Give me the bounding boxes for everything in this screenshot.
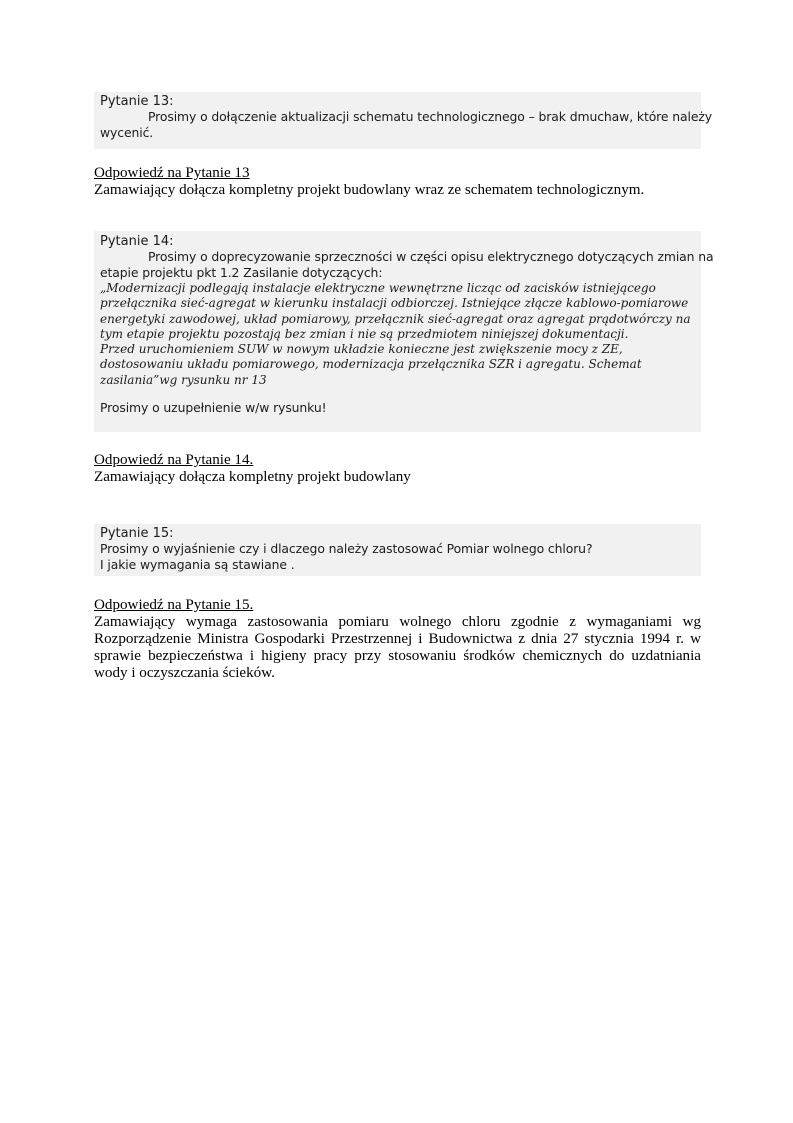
question-14-quote-line-1: „Modernizacji podlegają instalacje elektryczne wewnętrzne licząc od zacisków istniejącego xyxy=(100,281,656,295)
answer-15 xyxy=(94,597,701,682)
question-13-scan xyxy=(94,92,713,149)
question-14-quote-line-7: zasilania”wg rysunku nr 13 xyxy=(100,372,267,387)
question-13-line-1: Prosimy o dołączenie aktualizacji schematu technologicznego – brak dmuchaw, które należy xyxy=(148,109,713,124)
question-14-line-1: Prosimy o doprecyzowanie sprzeczności w części opisu elektrycznego dotyczących zmian na xyxy=(148,249,714,264)
answer-14 xyxy=(94,452,701,486)
question-14-quote-line-6: dostosowaniu układu pomiarowego, modernizacja przełącznika SZR i agregatu. Schemat xyxy=(100,357,642,372)
question-15-line-2: I jakie wymagania są stawiane . xyxy=(100,557,295,572)
question-13-line-2: wycenić. xyxy=(100,125,154,140)
question-14-quote-line-4: tym etapie projektu pozostają bez zmian i nie są przedmiotem niniejszej dokumentacji. xyxy=(100,326,629,341)
question-14-line-2: etapie projektu pkt 1.2 Zasilanie dotyczących: xyxy=(100,265,383,280)
answer-13 xyxy=(94,165,701,199)
answer-14-text: Zamawiający dołącza kompletny projekt budowlany xyxy=(94,469,411,485)
question-14-quote-line-5: Przed uruchomieniem SUW w nowym układzie konieczne jest zwiększenie mocy z ZE, xyxy=(100,342,623,357)
question-14-quote-line-2: przełącznika sieć-agregat w kierunku instalacji odbiorczej. Istniejące złącze kablowo-pomiarowe xyxy=(100,296,689,311)
answer-15-text: Zamawiający wymaga zastosowania pomiaru wolnego chloru zgodnie z wymaganiami wg Rozporządzenie Ministra Gospodarki Przestrzennej i Budownictwa z dnia 27 stycznia 1994 r. w sprawie bezpieczeństwa i higieny pracy przy stosowaniu środków chemicznych do uzdatniania wody i oczyszczania ścieków. xyxy=(94,614,701,681)
question-15-scan xyxy=(94,524,701,576)
question-14-quote-line-3: energetyki zawodowej, układ pomiarowy, przełącznik sieć-agregat oraz agregat prądotwórczy na xyxy=(100,311,691,326)
question-14-closing: Prosimy o uzupełnienie w/w rysunku! xyxy=(100,400,327,416)
answer-13-text: Zamawiający dołącza kompletny projekt budowlany wraz ze schematem technologicznym. xyxy=(94,182,645,198)
answer-13-heading: Odpowiedź na Pytanie 13 xyxy=(94,165,250,181)
question-15-title: Pytanie 15: xyxy=(100,526,174,541)
question-14-scan xyxy=(94,231,714,432)
answer-15-heading: Odpowiedź na Pytanie 15. xyxy=(94,597,254,613)
question-13-title: Pytanie 13: xyxy=(100,94,174,109)
question-15-line-1: Prosimy o wyjaśnienie czy i dlaczego należy zastosować Pomiar wolnego chloru? xyxy=(100,541,593,556)
question-14-title: Pytanie 14: xyxy=(100,234,174,249)
answer-14-heading: Odpowiedź na Pytanie 14. xyxy=(94,452,254,468)
